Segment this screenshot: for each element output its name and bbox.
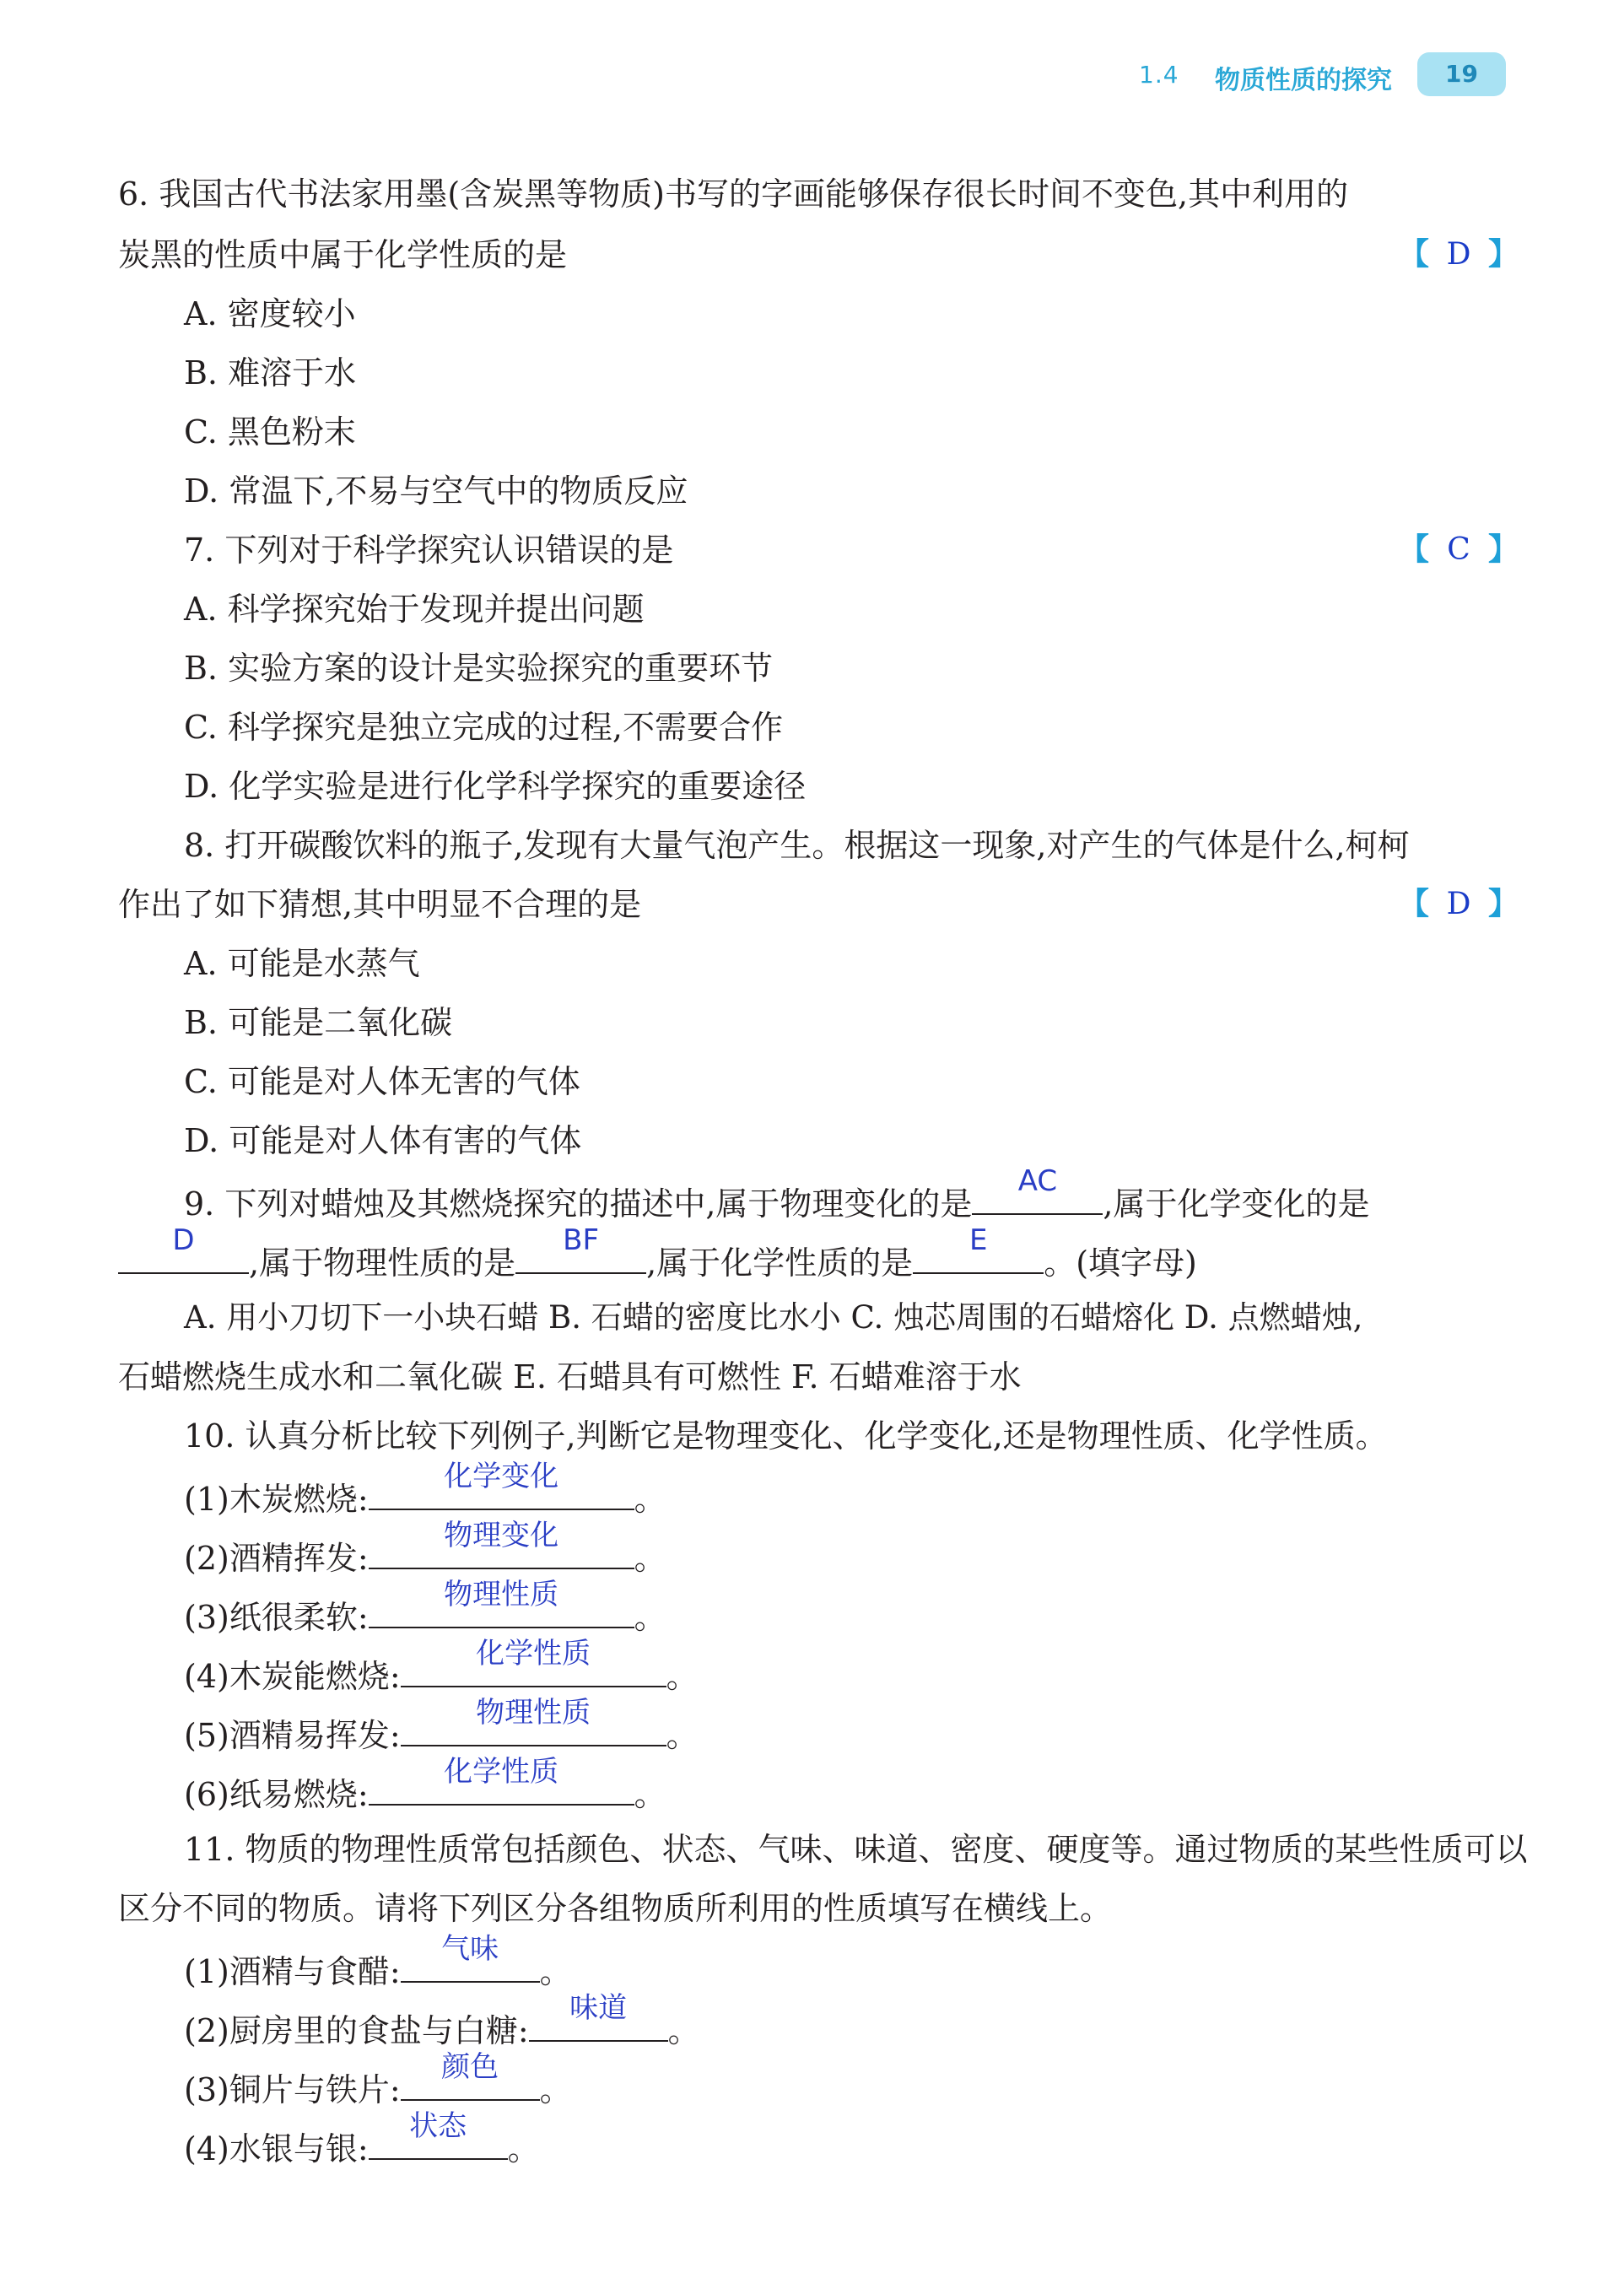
q8-option-b: B. 可能是二氧化碳: [184, 1004, 453, 1041]
q10-answer-5: 物理性质: [476, 1696, 591, 1730]
q10-item-4: (4)木炭能燃烧: 化学性质 。: [184, 1652, 699, 1697]
q8-answer-bracket: 【 D 】: [1399, 884, 1519, 925]
q11-answer-4: 状态: [409, 2109, 467, 2143]
q11-answer-3: 颜色: [441, 2050, 499, 2084]
section-title: 物质性质的探究: [1215, 66, 1392, 95]
q9-blank-chemical-change: [118, 1223, 249, 1274]
q11-answer-1: 气味: [441, 1932, 499, 1966]
q11-blank-3: [401, 2050, 540, 2101]
q8-stem-line1: 8. 打开碳酸饮料的瓶子,发现有大量气泡产生。根据这一现象,对产生的气体是什么,柯柯: [184, 827, 1410, 864]
q10-blank-2: [369, 1519, 634, 1569]
page-number-badge: 19: [1417, 52, 1506, 96]
q10-answer-6: 化学性质: [444, 1755, 559, 1789]
q6-stem-line1: 6. 我国古代书法家用墨(含炭黑等物质)书写的字画能够保存很长时间不变色,其中利用的: [118, 175, 1349, 213]
section-number: 1.4: [1139, 61, 1179, 89]
q11-blank-2: [529, 1991, 668, 2042]
q9-stem-line1: 9. 下列对蜡烛及其燃烧探究的描述中,属于物理变化的是 AC ,属于化学变化的是: [184, 1179, 1370, 1224]
q6-stem-line2: 炭黑的性质中属于化学性质的是: [118, 236, 568, 273]
q7-answer-bracket: 【 C 】: [1399, 530, 1519, 570]
q8-option-a: A. 可能是水蒸气: [184, 945, 420, 982]
q6-answer: D: [1446, 237, 1471, 272]
q9-blank-physical-change: [972, 1164, 1103, 1215]
q10-item-3: (3)纸很柔软: 物理性质 。: [184, 1593, 666, 1638]
q9-options-line1: A. 用小刀切下一小块石蜡 B. 石蜡的密度比水小 C. 烛芯周围的石蜡熔化 D. 点燃蜡烛,: [184, 1299, 1363, 1336]
q10-blank-3: [369, 1578, 634, 1628]
q10-item-2: (2)酒精挥发: 物理变化 。: [184, 1534, 666, 1579]
q11-stem-line1: 11. 物质的物理性质常包括颜色、状态、气味、味道、密度、硬度等。通过物质的某些性质可以: [184, 1831, 1528, 1868]
q8-option-c: C. 可能是对人体无害的气体: [184, 1063, 580, 1100]
q11-item-1: (1)酒精与食醋: 气味 。: [184, 1947, 572, 1992]
page-header: [1139, 52, 1519, 100]
q10-answer-4: 化学性质: [476, 1637, 591, 1671]
q8-stem-line2: 作出了如下猜想,其中明显不合理的是: [118, 886, 642, 923]
q10-answer-2: 物理变化: [444, 1519, 559, 1552]
q9-blank-physical-property: [515, 1223, 646, 1274]
q6-option-d: D. 常温下,不易与空气中的物质反应: [184, 472, 688, 510]
q10-answer-1: 化学变化: [444, 1460, 559, 1493]
q10-blank-1: [369, 1460, 634, 1510]
q10-answer-3: 物理性质: [444, 1578, 559, 1611]
q11-answer-2: 味道: [569, 1991, 628, 2025]
q10-blank-6: [369, 1755, 634, 1806]
q9-stem-line2: D ,属于物理性质的是 BF ,属于化学性质的是 E 。(填字母): [118, 1239, 1197, 1283]
q9-answer-chemical-change: D: [172, 1223, 195, 1257]
q9-answer-physical-property: BF: [563, 1223, 600, 1257]
q11-blank-1: [401, 1932, 540, 1983]
q6-option-c: C. 黑色粉末: [184, 413, 356, 451]
q11-item-4: (4)水银与银: 状态 。: [184, 2124, 540, 2169]
q10-item-5: (5)酒精易挥发: 物理性质 。: [184, 1711, 699, 1756]
q11-item-3: (3)铜片与铁片: 颜色 。: [184, 2065, 572, 2110]
q10-blank-4: [401, 1637, 666, 1687]
q7-answer: C: [1447, 532, 1470, 567]
q9-answer-physical-change: AC: [1017, 1164, 1058, 1198]
q11-blank-4: [369, 2109, 508, 2160]
q9-answer-chemical-property: E: [968, 1223, 988, 1257]
q8-option-d: D. 可能是对人体有害的气体: [184, 1122, 582, 1159]
q7-option-b: B. 实验方案的设计是实验探究的重要环节: [184, 650, 774, 687]
q6-answer-bracket: 【 D 】: [1399, 235, 1519, 275]
q11-item-2: (2)厨房里的食盐与白糖: 味道 。: [184, 2006, 700, 2051]
q10-item-6: (6)纸易燃烧: 化学性质 。: [184, 1770, 666, 1815]
q10-blank-5: [401, 1696, 666, 1746]
q9-blank-chemical-property: [913, 1223, 1044, 1274]
q7-option-d: D. 化学实验是进行化学科学探究的重要途径: [184, 768, 807, 805]
q11-stem-line2: 区分不同的物质。请将下列区分各组物质所利用的性质填写在横线上。: [118, 1890, 1113, 1927]
q9-options-line2: 石蜡燃烧生成水和二氧化碳 E. 石蜡具有可燃性 F. 石蜡难溶于水: [118, 1358, 1022, 1395]
q7-stem: 7. 下列对于科学探究认识错误的是: [184, 532, 674, 569]
q10-stem: 10. 认真分析比较下列例子,判断它是物理变化、化学变化,还是物理性质、化学性质。: [184, 1417, 1388, 1455]
q6-option-b: B. 难溶于水: [184, 354, 357, 391]
q7-option-a: A. 科学探究始于发现并提出问题: [184, 591, 645, 628]
q10-item-1: (1)木炭燃烧: 化学变化 。: [184, 1475, 666, 1520]
q6-option-a: A. 密度较小: [184, 295, 356, 332]
q8-answer: D: [1446, 887, 1471, 921]
q7-option-c: C. 科学探究是独立完成的过程,不需要合作: [184, 709, 783, 746]
